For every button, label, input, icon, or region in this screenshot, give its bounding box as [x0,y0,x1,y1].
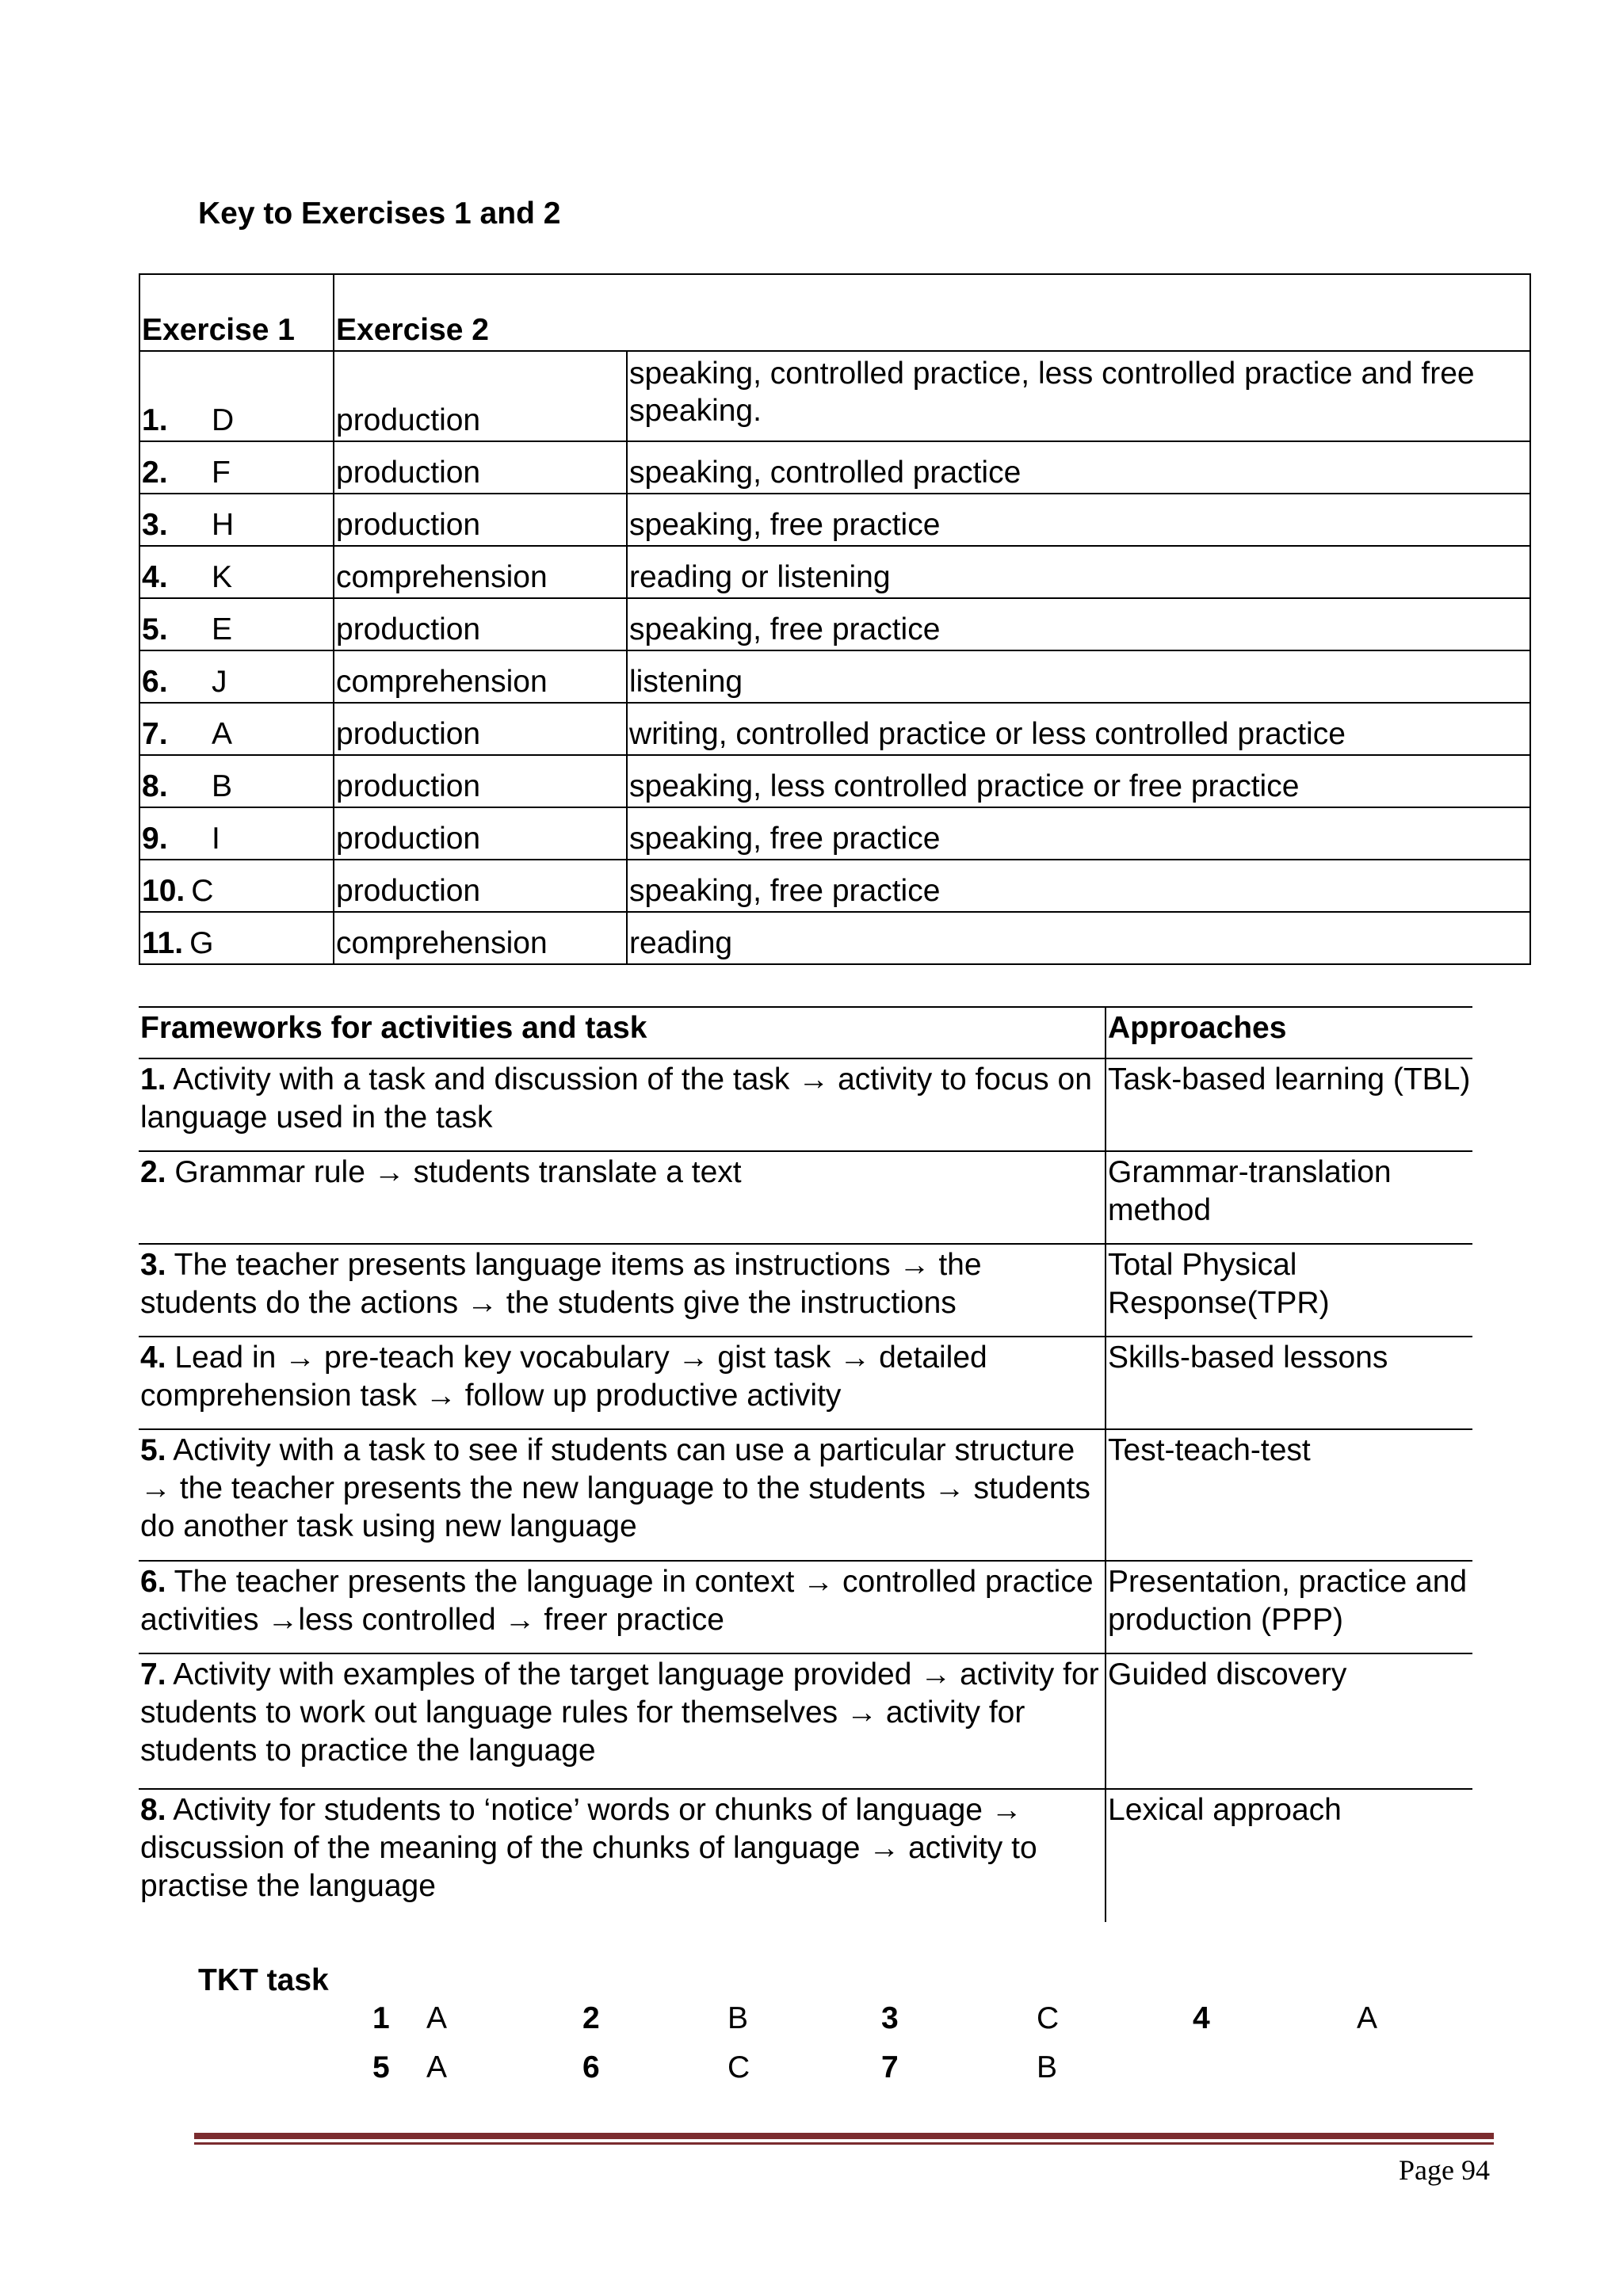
row-description: speaking, less controlled practice or free practice [627,755,1530,807]
framework-cell [139,1058,1106,1151]
table-row [139,1429,1472,1561]
row-description: listening [627,650,1530,703]
tkt-answer-number: 3 [881,2001,899,2035]
row-description: speaking, free practice [627,494,1530,546]
framework-text: The teacher presents the language in context → controlled practice activities →less controlled → freer practice [140,1565,1094,1637]
table-header-row [139,1007,1472,1058]
tkt-answer-letter: A [426,2050,448,2084]
framework-cell [139,1789,1106,1922]
framework-text: Activity with examples of the target language provided → activity for students to work out language rules for themselves → activity for students to practice the language [140,1657,1099,1768]
framework-text: Lead in → pre-teach key vocabulary → gist task → detailed comprehension task → follow up productive activity [140,1341,987,1413]
row-number: 1. [142,403,168,437]
footer-rule-thick [194,2133,1494,2139]
row-skill-type: production [334,494,627,546]
framework-cell [139,1653,1106,1789]
exercise-2-header: Exercise 2 [334,274,1530,351]
table-row [139,1244,1472,1337]
tkt-answer-number: 1 [372,2001,390,2035]
exercise-1-header: Exercise 1 [139,274,334,351]
footer-rule-thin [194,2142,1494,2145]
approach-cell: Grammar-translation method [1106,1151,1472,1244]
approach-cell: Test-teach-test [1106,1429,1472,1561]
table-row [139,441,1530,494]
row-skill-type: comprehension [334,546,627,598]
table-row [139,1337,1472,1429]
tkt-answer-number: 2 [582,2001,600,2035]
row-description: speaking, free practice [627,807,1530,860]
approach-cell: Skills-based lessons [1106,1337,1472,1429]
row-letter: C [191,874,214,908]
table-row [139,1789,1472,1922]
table-row [139,860,1530,912]
row-description: reading or listening [627,546,1530,598]
row-number: 5. [142,612,168,646]
row-letter: D [212,403,235,437]
row-number: 2. [142,456,168,490]
row-letter: J [212,665,227,699]
row-number: 1. [140,1062,166,1097]
row-description: reading [627,912,1530,964]
row-number: 3. [142,508,168,542]
tkt-answer-number: 6 [582,2050,600,2084]
row-number: 6. [142,665,168,699]
table-row [139,546,1530,598]
framework-text: Grammar rule → students translate a text [166,1155,742,1189]
tkt-answer-letter: C [727,2050,750,2084]
row-letter: I [212,822,220,856]
page-number: Page 94 [1399,2154,1490,2186]
row-skill-type: production [334,441,627,494]
row-skill-type: production [334,703,627,755]
table-row [139,912,1530,964]
row-number: 4. [142,560,168,594]
frameworks-table [139,1006,1472,1922]
framework-text: Activity with a task and discussion of the task → activity to focus on language used in the task [140,1062,1092,1135]
row-skill-type: production [334,755,627,807]
tkt-answer-number: 5 [372,2050,390,2084]
row-number: 3. [140,1248,166,1282]
tkt-answer-letter: A [1357,2001,1378,2035]
approach-cell: Task-based learning (TBL) [1106,1058,1472,1151]
approach-cell: Presentation, practice and production (PPP) [1106,1561,1472,1653]
row-letter: K [212,560,233,594]
tkt-answer-letter: B [1037,2050,1058,2084]
table-row [139,703,1530,755]
row-number: 8. [142,769,168,803]
row-skill-type: production [334,860,627,912]
exercise-key-table [139,273,1531,965]
row-skill-type: production [334,807,627,860]
tkt-answer-number: 4 [1193,2001,1210,2035]
framework-cell [139,1151,1106,1244]
row-skill-type: comprehension [334,912,627,964]
row-letter: G [189,926,214,960]
tkt-answer-letter: B [727,2001,749,2035]
framework-cell [139,1429,1106,1561]
framework-cell [139,1244,1106,1337]
table-row [139,1561,1472,1653]
row-number: 7. [142,717,168,751]
table-row [139,755,1530,807]
approach-cell: Total Physical Response(TPR) [1106,1244,1472,1337]
framework-text: Activity with a task to see if students can use a particular structure → the teacher presents the new language to the students → students do another task using new language [140,1433,1090,1543]
table-row [139,1151,1472,1244]
row-letter: B [212,769,233,803]
table-row [139,650,1530,703]
row-number: 5. [140,1433,166,1467]
framework-cell [139,1561,1106,1653]
row-description: speaking, controlled practice, less controlled practice and free speaking. [627,351,1530,441]
row-number: 4. [140,1341,166,1375]
framework-text: The teacher presents language items as instructions → the students do the actions → the students give the instructions [140,1248,982,1320]
row-number: 7. [140,1657,166,1691]
framework-text: Activity for students to ‘notice’ words or chunks of language → discussion of the meaning of the chunks of language → activity to practise the language [140,1793,1037,1903]
tkt-answer-letter: C [1037,2001,1060,2035]
row-skill-type: production [334,351,627,441]
row-letter: E [212,612,233,646]
tkt-answer-number: 7 [881,2050,899,2084]
row-number: 6. [140,1565,166,1599]
tkt-task-title: TKT task [198,1963,329,1997]
table-header-row [139,274,1530,351]
row-skill-type: production [334,598,627,650]
approach-cell: Guided discovery [1106,1653,1472,1789]
row-description: speaking, free practice [627,598,1530,650]
page-heading: Key to Exercises 1 and 2 [198,196,561,231]
table-row [139,807,1530,860]
table-row [139,351,1530,441]
row-number: 2. [140,1155,166,1189]
table-row [139,598,1530,650]
row-letter: F [212,456,231,490]
approach-cell: Lexical approach [1106,1789,1472,1922]
approaches-header: Approaches [1106,1007,1472,1058]
row-description: writing, controlled practice or less controlled practice [627,703,1530,755]
row-letter: A [212,717,233,751]
row-letter: H [212,508,235,542]
row-number: 10. [142,874,185,908]
row-number: 11. [142,926,184,960]
row-number: 9. [142,822,168,856]
row-description: speaking, free practice [627,860,1530,912]
row-number: 8. [140,1793,166,1827]
frameworks-header: Frameworks for activities and task [139,1007,1106,1058]
table-row [139,1058,1472,1151]
table-row [139,494,1530,546]
table-row [139,1653,1472,1789]
framework-cell [139,1337,1106,1429]
row-description: speaking, controlled practice [627,441,1530,494]
row-skill-type: comprehension [334,650,627,703]
tkt-answer-letter: A [426,2001,448,2035]
